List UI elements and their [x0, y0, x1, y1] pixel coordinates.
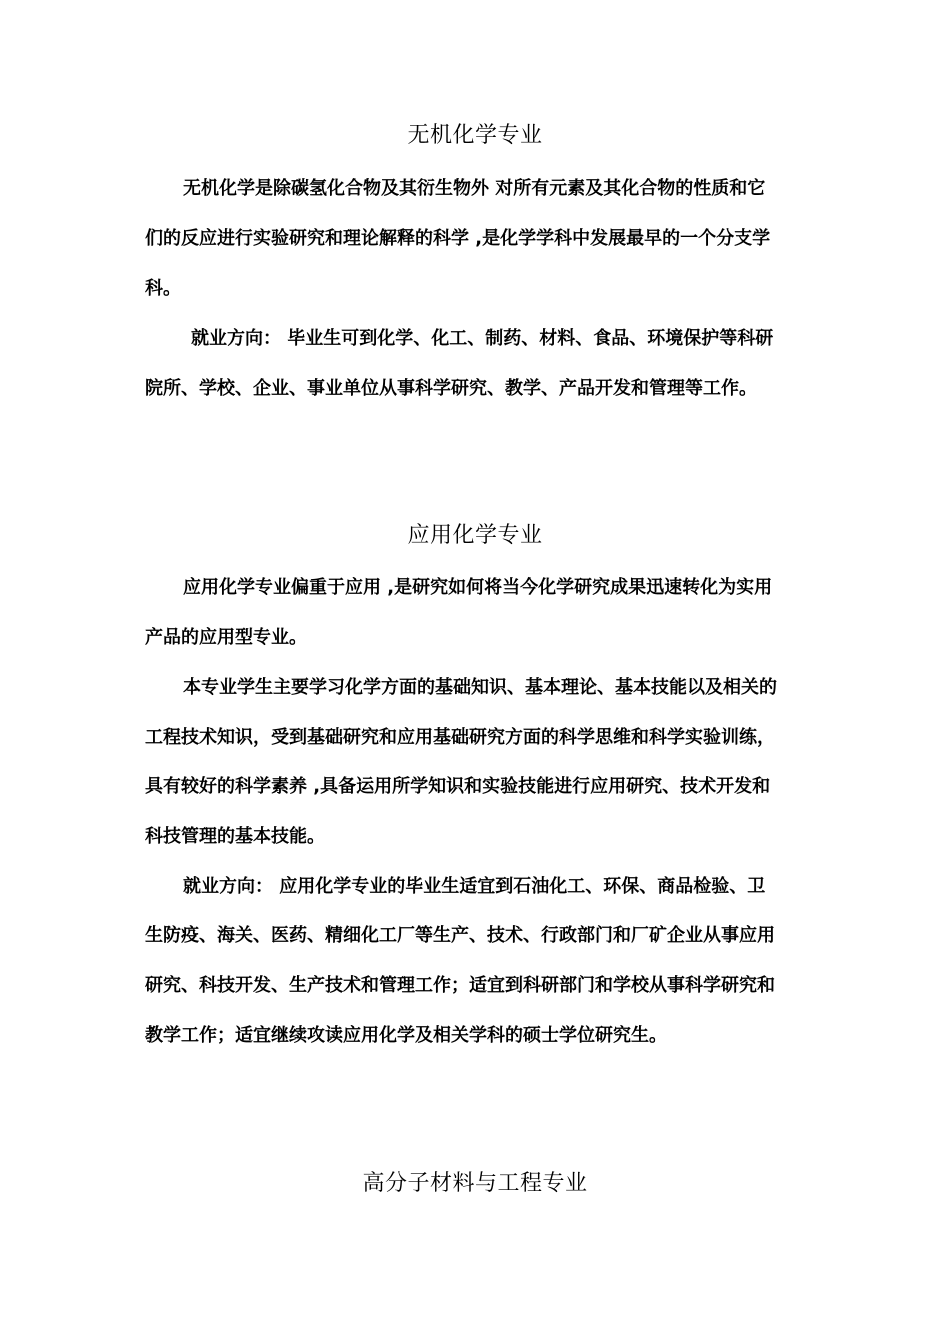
paragraph-line: 生防疫、海关、医药、精细化工厂等生产、技术、行政部门和厂矿企业从事应用 [145, 925, 775, 946]
section-heading-applied-chemistry: 应用化学专业 [407, 523, 543, 548]
section-heading-inorganic-chemistry: 无机化学专业 [407, 123, 543, 148]
paragraph-line: 本专业学生主要学习化学方面的基础知识、基本理论、基本技能以及相关的 [183, 677, 777, 698]
paragraph-line: 教学工作；适宜继续攻读应用化学及相关学科的硕士学位研究生。 [145, 1025, 667, 1046]
paragraph-line: 科技管理的基本技能。 [145, 826, 325, 847]
employment-direction-line: 就业方向： 应用化学专业的毕业生适宜到石油化工、环保、商品检验、卫 [183, 876, 766, 897]
employment-direction-line: 就业方向： 毕业生可到化学、化工、制药、材料、食品、环境保护等科研 [191, 328, 774, 349]
paragraph-line: 应用化学专业偏重于应用 ,是研究如何将当今化学研究成果迅速转化为实用 [183, 577, 773, 598]
paragraph-line: 工程技术知识，受到基础研究和应用基础研究方面的科学思维和科学实验训练， [145, 727, 775, 748]
paragraph-line: 科。 [145, 278, 181, 299]
paragraph-line: 具有较好的科学素养 ,具备运用所学知识和实验技能进行应用研究、技术开发和 [145, 776, 771, 797]
paragraph-line: 研究、科技开发、生产技术和管理工作；适宜到科研部门和学校从事科学研究和 [145, 975, 775, 996]
paragraph-line: 产品的应用型专业。 [145, 627, 307, 648]
paragraph-line: 无机化学是除碳氢化合物及其衍生物外 对所有元素及其化合物的性质和它 [183, 178, 766, 199]
paragraph-line: 院所、学校、企业、事业单位从事科学研究、教学、产品开发和管理等工作。 [145, 378, 757, 399]
paragraph-line: 们的反应进行实验研究和理论解释的科学 ,是化学学科中发展最早的一个分支学 [145, 228, 771, 249]
section-heading-polymer-materials: 高分子材料与工程专业 [362, 1171, 588, 1196]
